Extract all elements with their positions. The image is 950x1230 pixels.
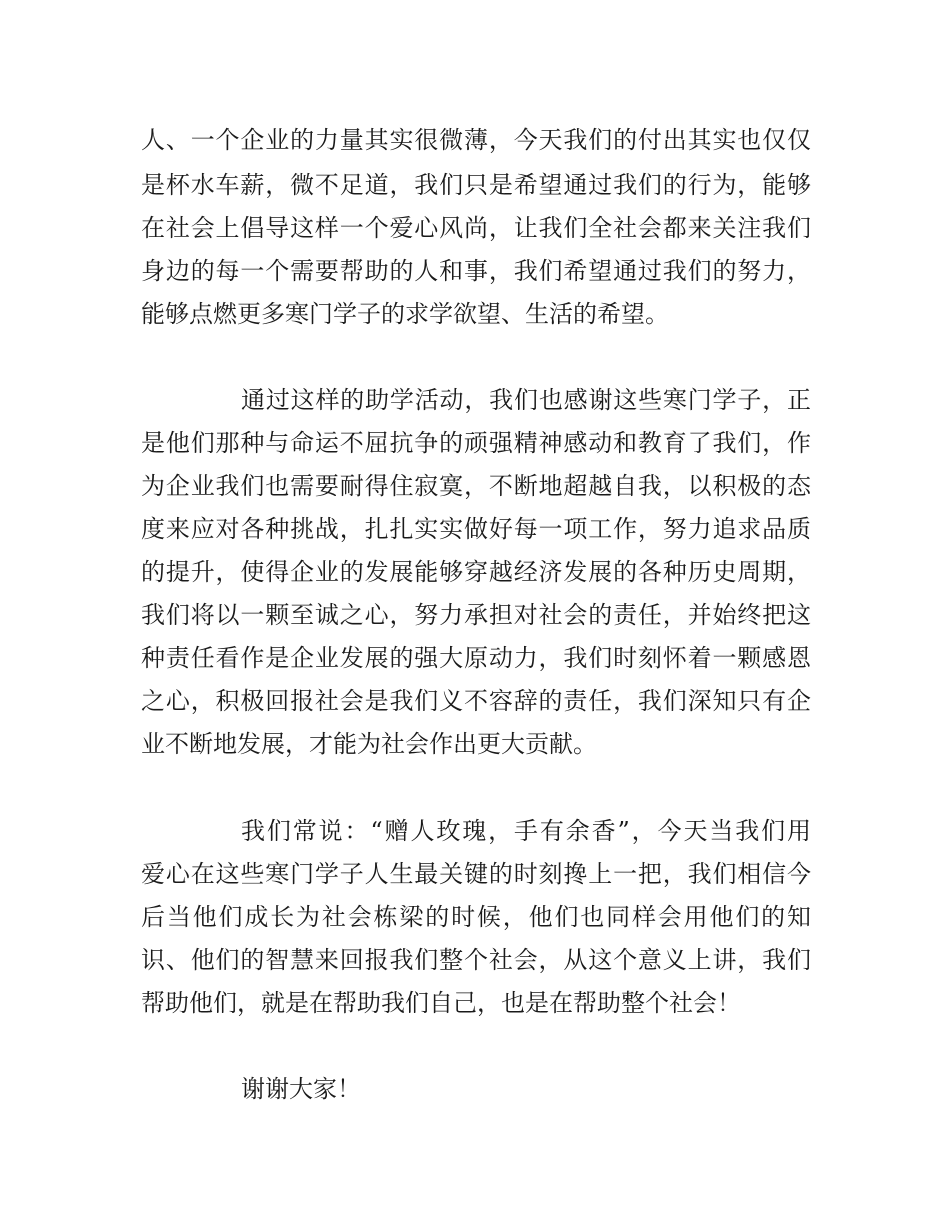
paragraph-2-line-2: 是他们那种与命运不屈抗争的顽强精神感动和教育了我们，作 — [141, 429, 811, 457]
paragraph-1-line-5: 能够点燃更多寒门学子的求学欲望、生活的希望。 — [141, 300, 669, 328]
paragraph-1-line-3: 在社会上倡导这样一个爱心风尚，让我们全社会都来关注我们 — [141, 214, 811, 242]
paragraph-1-line-1: 人、一个企业的力量其实很微薄，今天我们的付出其实也仅仅 — [141, 126, 811, 154]
closing-line: 谢谢大家！ — [241, 1075, 361, 1103]
paragraph-3-line-3: 后当他们成长为社会栋梁的时候，他们也同样会用他们的知 — [141, 903, 811, 931]
paragraph-3-line-1: 我们常说：“赠人玫瑰，手有余香”，今天当我们用 — [241, 817, 811, 845]
paragraph-2-line-9: 业不断地发展，才能为社会作出更大贡献。 — [141, 730, 597, 758]
paragraph-2-line-4: 度来应对各种挑战，扎扎实实做好每一项工作，努力追求品质 — [141, 515, 811, 543]
paragraph-2-line-7: 种责任看作是企业发展的强大原动力，我们时刻怀着一颗感恩 — [141, 644, 811, 672]
paragraph-2-line-3: 为企业我们也需要耐得住寂寞，不断地超越自我，以积极的态 — [141, 472, 811, 500]
paragraph-3-line-2: 爱心在这些寒门学子人生最关键的时刻搀上一把，我们相信今 — [141, 860, 811, 888]
paragraph-1-line-4: 身边的每一个需要帮助的人和事，我们希望通过我们的努力， — [141, 257, 811, 285]
paragraph-3-line-5: 帮助他们，就是在帮助我们自己，也是在帮助整个社会！ — [141, 989, 741, 1017]
paragraph-3-line-4: 识、他们的智慧来回报我们整个社会，从这个意义上讲，我们 — [141, 946, 811, 974]
paragraph-2-line-5: 的提升，使得企业的发展能够穿越经济发展的各种历史周期， — [141, 558, 811, 586]
paragraph-2-line-6: 我们将以一颗至诚之心，努力承担对社会的责任，并始终把这 — [141, 601, 811, 629]
paragraph-2-line-1: 通过这样的助学活动，我们也感谢这些寒门学子，正 — [241, 386, 811, 414]
paragraph-2-line-8: 之心，积极回报社会是我们义不容辞的责任，我们深知只有企 — [141, 687, 811, 715]
paragraph-1-line-2: 是杯水车薪，微不足道，我们只是希望通过我们的行为，能够 — [141, 171, 811, 199]
